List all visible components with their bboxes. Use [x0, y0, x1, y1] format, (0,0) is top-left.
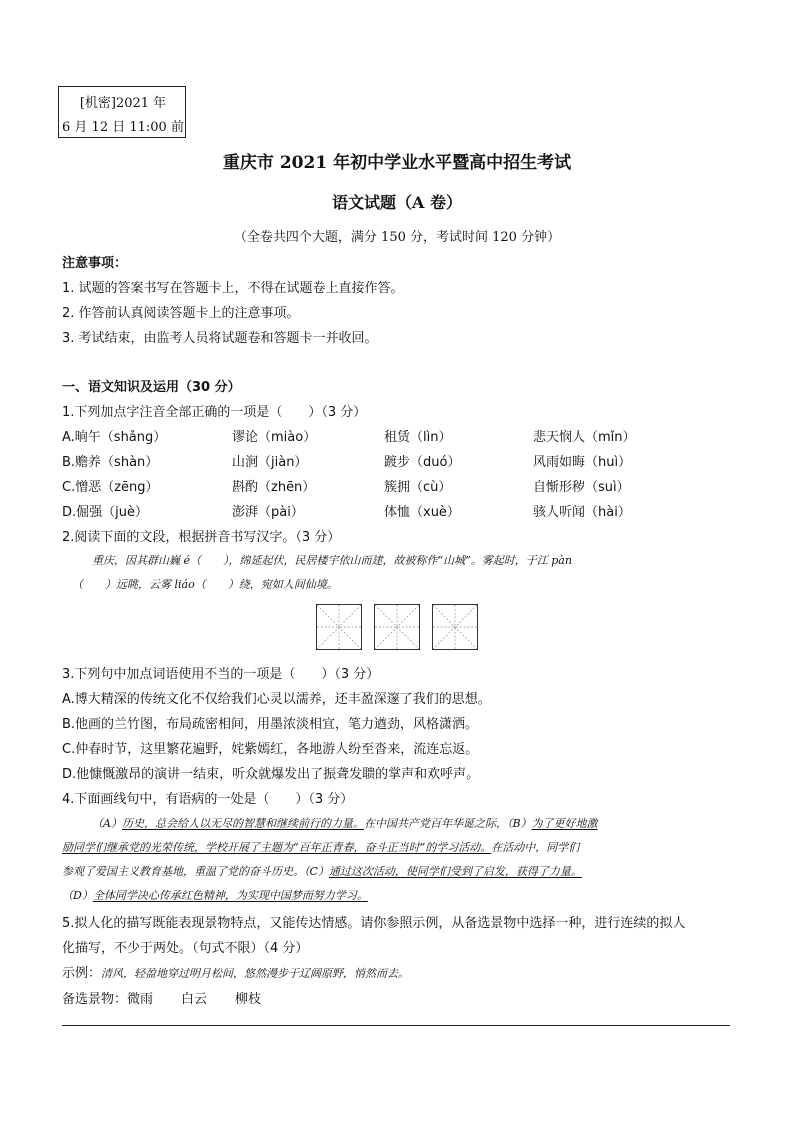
writing-grid-lines: [375, 605, 419, 649]
option-scenery: 微雨: [127, 992, 154, 1007]
option-cell: C.憎恶（zēng）: [62, 480, 159, 495]
answer-line[interactable]: [62, 1025, 730, 1026]
notice-item: 3. 考试结束，由监考人员将试题卷和答题卡一并收回。: [62, 331, 378, 346]
exam-note: （全卷共四个大题，满分 150 分，考试时间 120 分钟）: [233, 230, 561, 245]
question-5-example: [62, 962, 409, 981]
question-3-option: A.博大精深的传统文化不仅给我们心灵以濡养，还丰盈深邃了我们的思想。: [62, 692, 491, 707]
option-cell: 自惭形秽（suì）: [533, 480, 630, 495]
question-3-option: B.他画的兰竹图，布局疏密相间，用墨浓淡相宜，笔力遒劲，风格潇洒。: [62, 717, 479, 732]
question-4-passage-line-2: [62, 839, 579, 855]
option-cell: D.倔强（juè）: [62, 505, 148, 520]
question-4-passage-line-3: [62, 863, 582, 879]
option-scenery: 柳枝: [235, 992, 262, 1007]
example-text: 清风，轻盈地穿过明月松间，悠然漫步于辽阔原野，悄然而去。: [101, 967, 410, 980]
option-cell: 骇人听闻（hài）: [533, 505, 631, 520]
notice-item: 2. 作答前认真阅读答题卡上的注意事项。: [62, 306, 300, 321]
writing-grid-lines: [433, 605, 477, 649]
confidential-line-2: 6 月 12 日 11:00 前: [62, 120, 184, 135]
example-label: 示例：: [62, 966, 102, 981]
option-cell: 悲天悯人（mǐn）: [533, 430, 636, 445]
exam-title: 重庆市 2021 年初中学业水平暨高中招生考试: [222, 153, 572, 173]
question-3-option: C.仲春时节，这里繁花遍野，姹紫嫣红，各地游人纷至沓来，流连忘返。: [62, 742, 479, 757]
passage-text: （A）: [92, 817, 122, 830]
confidential-line-1: [机密]2021 年: [79, 96, 167, 111]
passage-text: 在活动中，同学们: [491, 841, 580, 854]
exam-subtitle: 语文试题（A 卷）: [332, 193, 462, 212]
question-4-stem: 4.下面画线句中，有语病的一处是（ ）（3 分）: [62, 792, 354, 807]
option-cell: 斟酌（zhēn）: [232, 480, 316, 495]
notice-item: 1. 试题的答案书写在答题卡上，不得在试题卷上直接作答。: [62, 281, 404, 296]
option-cell: 踱步（duó）: [384, 455, 461, 470]
question-3-stem: 3.下列句中加点词语使用不当的一项是（ ）（3 分）: [62, 667, 380, 682]
question-2-passage-line-1: 重庆，因其群山巍 é（ ），绵延起伏，民居楼宇依山而建，故被称作“山城”。雾起时，于江 pàn: [92, 554, 572, 567]
passage-text: 在中国共产党百年华诞之际，（B）: [363, 817, 532, 830]
option-cell: 簇拥（cù）: [384, 480, 452, 495]
question-5-stem-line-1: 5.拟人化的描写既能表现景物特点，又能传达情感。请你参照示例，从备选景物中选择一种，进行连续的拟人: [62, 916, 686, 931]
option-cell: 租赁（lìn）: [384, 430, 452, 445]
writing-grid-box-3[interactable]: [432, 604, 478, 650]
underlined-sentence-b: 励同学们继承党的光荣传统，学校开展了主题为“百年正青春，奋斗正当时”的学习活动。: [62, 841, 492, 854]
question-5-stem-line-2: 化描写，不少于两处。（句式不限）（4 分）: [62, 941, 309, 956]
option-scenery: 白云: [181, 992, 208, 1007]
confidential-box: [58, 86, 186, 138]
option-cell: A.晌午（shǎng）: [62, 430, 167, 445]
question-1-stem: 1.下列加点字注音全部正确的一项是（ ）（3 分）: [62, 405, 367, 420]
option-cell: 山涧（jiàn）: [232, 455, 308, 470]
underlined-sentence-a: 历史，总会给人以无尽的智慧和继续前行的力量。: [121, 817, 364, 830]
passage-text: 参观了爱国主义教育基地，重温了党的奋斗历史。（C）: [62, 865, 329, 878]
option-cell: B.赡养（shàn）: [62, 455, 159, 470]
option-cell: 风雨如晦（huì）: [533, 455, 632, 470]
notice-heading: 注意事项：: [62, 256, 128, 271]
writing-grid-box-1[interactable]: [316, 604, 362, 650]
question-4-passage-line-4: [62, 887, 368, 903]
options-label: 备选景物：: [62, 992, 128, 1007]
option-cell: 谬论（miào）: [232, 430, 317, 445]
question-3-option: D.他慷慨激昂的演讲一结束，听众就爆发出了振聋发聩的掌声和欢呼声。: [62, 767, 480, 782]
section-heading: 一、语文知识及运用（30 分）: [62, 380, 241, 395]
question-4-passage-line-1: [92, 815, 598, 831]
passage-text: （D）: [62, 889, 93, 902]
writing-grid-lines: [317, 605, 361, 649]
question-2-passage-line-2: （ ）远眺，云雾 liáo（ ）绕，宛如人间仙境。: [72, 578, 338, 591]
option-cell: 体恤（xuè）: [384, 505, 460, 520]
underlined-sentence-b: 为了更好地激: [531, 817, 598, 830]
underlined-sentence-c: 通过这次活动，使同学们受到了启发，获得了力量。: [328, 865, 582, 878]
option-cell: 澎湃（pài）: [232, 505, 304, 520]
writing-grid-box-2[interactable]: [374, 604, 420, 650]
question-2-stem: 2.阅读下面的文段，根据拼音书写汉字。（3 分）: [62, 530, 341, 545]
underlined-sentence-d: 全体同学决心传承红色精神，为实现中国梦而努力学习。: [92, 889, 368, 902]
question-5-options: [62, 988, 261, 1007]
